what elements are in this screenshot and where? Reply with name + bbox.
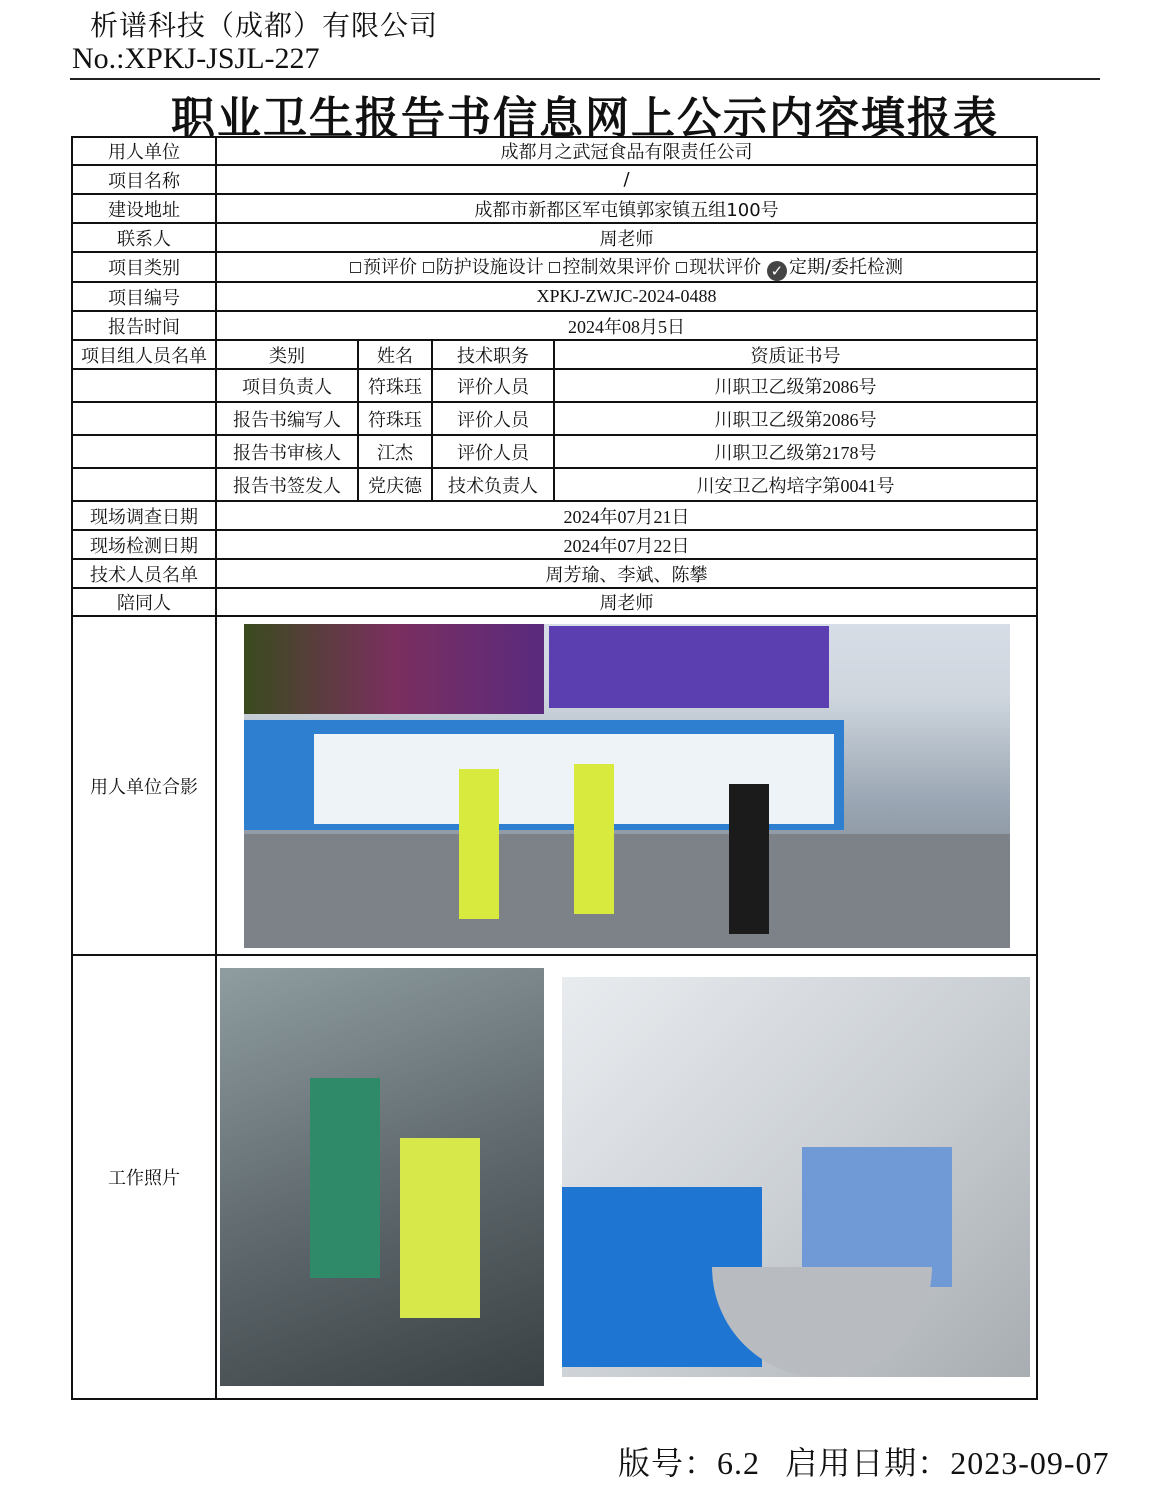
team-header-row: [72, 340, 1037, 369]
technicians-value: 周芳瑜、李斌、陈攀: [216, 559, 1037, 588]
row-report-time: [72, 311, 1037, 340]
team-title: 评价人员: [432, 435, 554, 468]
option-protection-design[interactable]: 防护设施设计: [423, 257, 544, 278]
site-test-value: 2024年07月22日: [216, 530, 1037, 559]
row-site-survey: [72, 501, 1037, 530]
header-rule: [70, 78, 1100, 80]
document-number: No.:XPKJ-JSJL-227: [72, 42, 320, 75]
table-row: [72, 369, 1037, 402]
companion-value: 周老师: [216, 588, 1037, 616]
address-value: 成都市新都区军屯镇郭家镇五组100号: [216, 194, 1037, 223]
team-role: 项目负责人: [216, 369, 358, 402]
team-cert: 川职卫乙级第2086号: [554, 369, 1037, 402]
work-photo-kitchen: [220, 968, 544, 1386]
unchecked-box-icon: [423, 262, 434, 273]
work-photo-label: 工作照片: [72, 955, 216, 1399]
team-name: 党庆德: [358, 468, 432, 501]
contact-value: 周老师: [216, 223, 1037, 252]
project-no-value: XPKJ-ZWJC-2024-0488: [216, 282, 1037, 311]
row-address: [72, 194, 1037, 223]
team-name: 江杰: [358, 435, 432, 468]
row-site-test: [72, 530, 1037, 559]
form-title: 职业卫生报告书信息网上公示内容填报表: [171, 93, 999, 144]
team-role: 报告书编写人: [216, 402, 358, 435]
person-figure: [729, 784, 769, 934]
date-value: 2023-09-07: [950, 1445, 1110, 1481]
row-group-photo: [72, 616, 1037, 955]
table-row: [72, 402, 1037, 435]
row-work-photos: [72, 955, 1037, 1399]
companion-label: 陪同人: [72, 588, 216, 616]
brand-sign-image: [549, 626, 829, 708]
team-name: 符珠珏: [358, 369, 432, 402]
table-row: [72, 468, 1037, 501]
team-header-category: 类别: [216, 340, 358, 369]
option-periodic-testing[interactable]: ✓ 定期/委托检测: [767, 257, 903, 278]
work-photo-sampling: [562, 977, 1030, 1377]
team-cert: 川安卫乙构培字第0041号: [554, 468, 1037, 501]
team-title: 评价人员: [432, 369, 554, 402]
group-photo: [244, 624, 1010, 948]
row-contact: [72, 223, 1037, 252]
version-value: 6.2: [717, 1445, 761, 1481]
person-figure: [574, 764, 614, 914]
team-label: 项目组人员名单: [72, 340, 216, 369]
team-cert: 川职卫乙级第2178号: [554, 435, 1037, 468]
team-title: 评价人员: [432, 402, 554, 435]
row-project-no: [72, 282, 1037, 311]
employer-value: 成都月之武冠食品有限责任公司: [216, 137, 1037, 165]
project-name-label: 项目名称: [72, 165, 216, 194]
option-pre-evaluation[interactable]: 预评价: [350, 257, 417, 278]
worker-figure: [310, 1078, 380, 1278]
row-project-name: [72, 165, 1037, 194]
group-photo-label: 用人单位合影: [72, 616, 216, 955]
row-employer: [72, 137, 1037, 165]
unchecked-box-icon: [350, 262, 361, 273]
team-cert: 川职卫乙级第2086号: [554, 402, 1037, 435]
contact-label: 联系人: [72, 223, 216, 252]
person-figure: [459, 769, 499, 919]
version-label: 版号：: [618, 1444, 718, 1482]
employer-label: 用人单位: [72, 137, 216, 165]
option-control-effect[interactable]: 控制效果评价: [549, 257, 670, 278]
site-survey-label: 现场调查日期: [72, 501, 216, 530]
food-banner-image: [244, 624, 544, 714]
inspector-figure: [400, 1138, 480, 1318]
report-form-table: [71, 136, 1038, 1400]
team-header-name: 姓名: [358, 340, 432, 369]
row-technicians: [72, 559, 1037, 588]
team-role: 报告书签发人: [216, 468, 358, 501]
company-name: 析谱科技（成都）有限公司: [90, 9, 439, 42]
category-options: [216, 252, 1037, 282]
check-circle-icon: ✓: [767, 261, 787, 281]
unchecked-box-icon: [676, 262, 687, 273]
footer-version: [618, 1438, 1110, 1484]
option-status-evaluation[interactable]: 现状评价: [676, 257, 761, 278]
project-name-value: /: [216, 165, 1037, 194]
team-role: 报告书审核人: [216, 435, 358, 468]
team-name: 符珠珏: [358, 402, 432, 435]
wall-image: [244, 834, 1010, 948]
team-title: 技术负责人: [432, 468, 554, 501]
row-category: [72, 252, 1037, 282]
technicians-label: 技术人员名单: [72, 559, 216, 588]
date-label: 启用日期：: [785, 1444, 951, 1482]
team-header-cert: 资质证书号: [554, 340, 1037, 369]
site-survey-value: 2024年07月21日: [216, 501, 1037, 530]
row-companion: [72, 588, 1037, 616]
table-row: [72, 435, 1037, 468]
team-header-title: 技术职务: [432, 340, 554, 369]
project-no-label: 项目编号: [72, 282, 216, 311]
report-time-label: 报告时间: [72, 311, 216, 340]
site-test-label: 现场检测日期: [72, 530, 216, 559]
address-label: 建设地址: [72, 194, 216, 223]
report-time-value: 2024年08月5日: [216, 311, 1037, 340]
unchecked-box-icon: [549, 262, 560, 273]
category-label: 项目类别: [72, 252, 216, 282]
worker-figure: [802, 1147, 952, 1287]
